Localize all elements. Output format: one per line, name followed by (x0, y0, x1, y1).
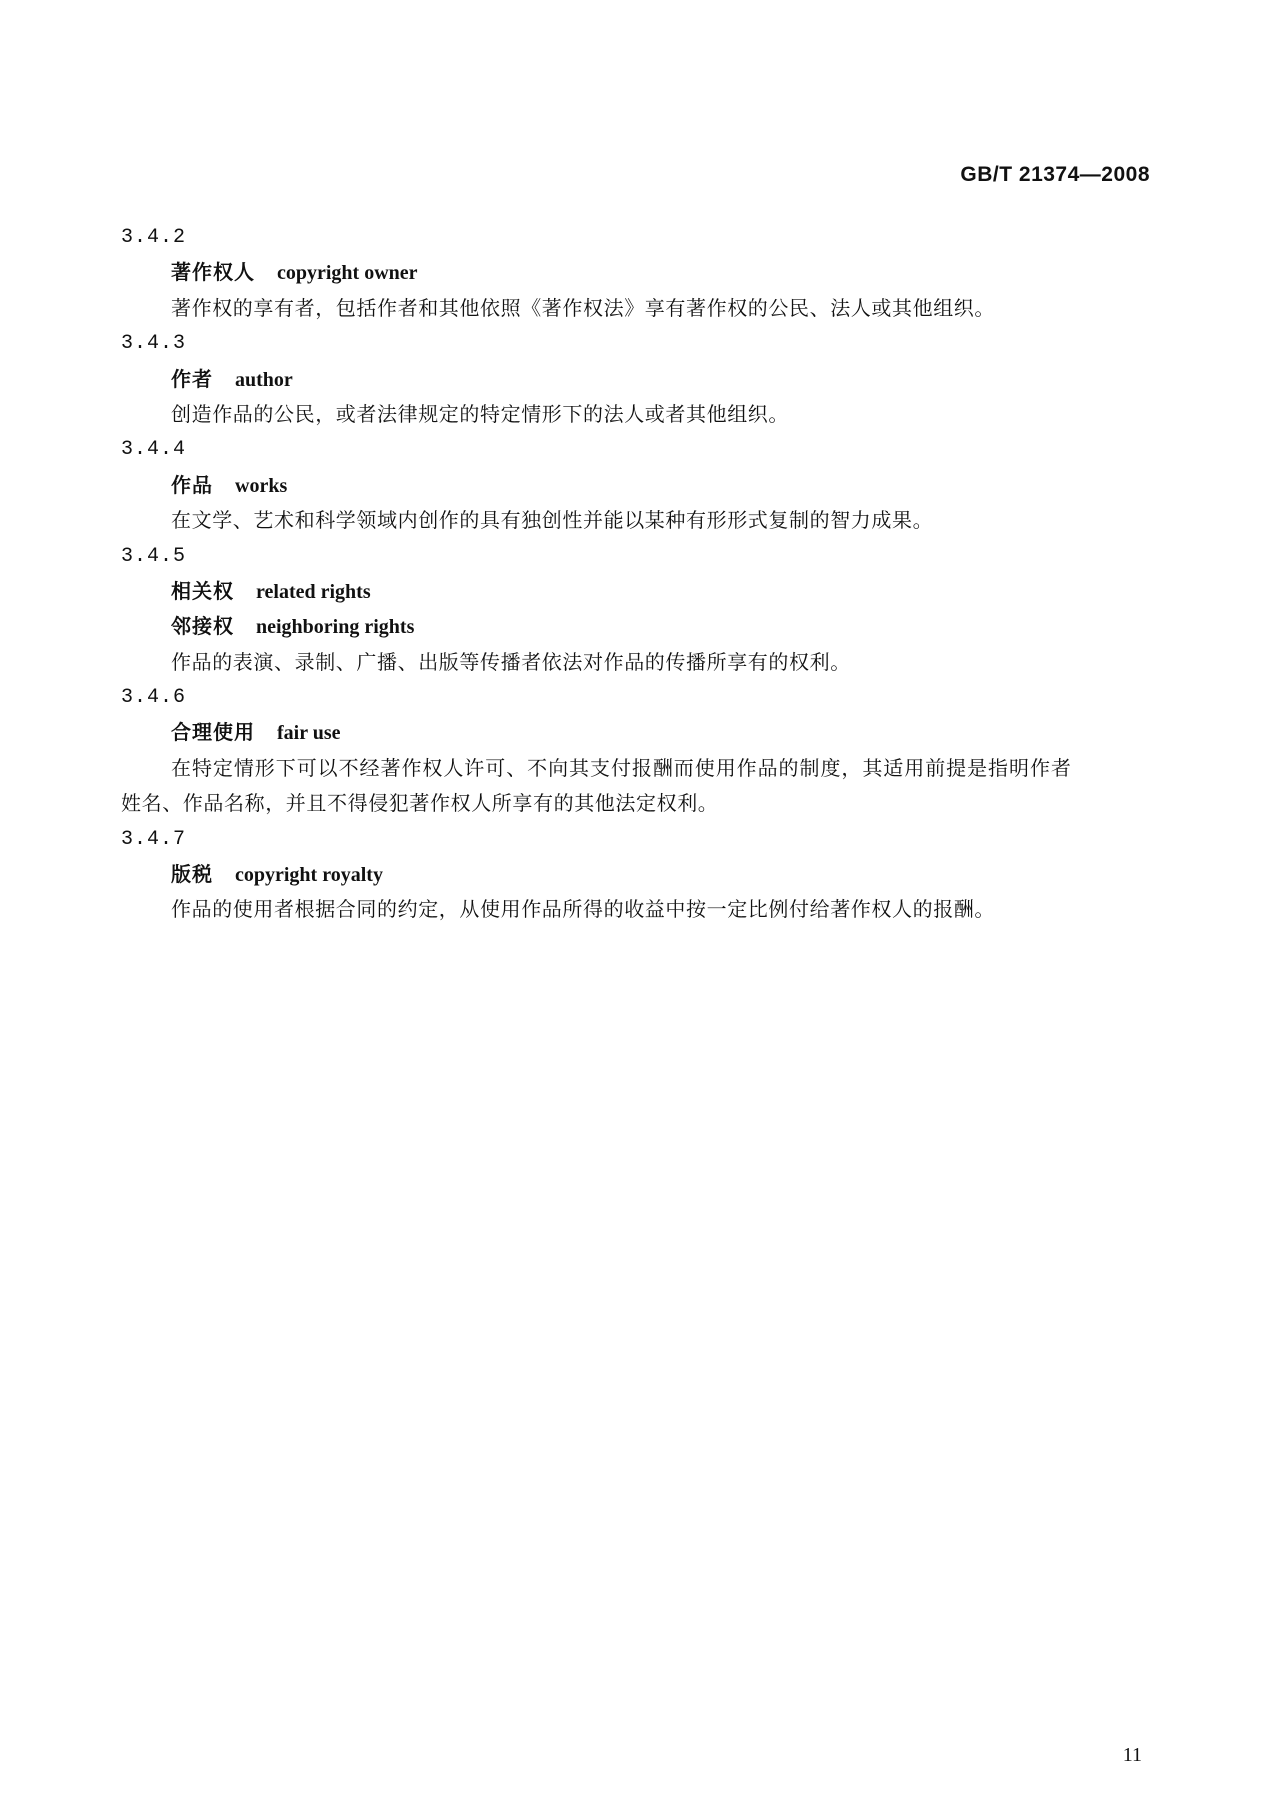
term-definition (121, 751, 1161, 822)
term-zh: 相关权 (171, 578, 234, 603)
term-zh: 版税 (171, 862, 213, 887)
term-definition: 著作权的享有者，包括作者和其他依照《著作权法》享有著作权的公民、法人或其他组织。 (171, 295, 995, 320)
term-definition: 创造作品的公民，或者法律规定的特定情形下的法人或者其他组织。 (171, 401, 789, 426)
clause-number: 3.4.2 (121, 226, 187, 249)
term-en: neighboring rights (256, 616, 415, 639)
term-en: related rights (256, 580, 371, 603)
term-heading-synonym (121, 609, 1161, 644)
term-en: copyright owner (277, 262, 418, 285)
term-zh: 合理使用 (171, 720, 255, 745)
term-zh: 作者 (171, 366, 213, 391)
term-zh: 著作权人 (171, 260, 255, 285)
term-en: works (235, 474, 288, 497)
definition-line: 在特定情形下可以不经著作权人许可、不向其支付报酬而使用作品的制度，其适用前提是指明作者 (171, 755, 1072, 780)
clause-number: 3.4.3 (121, 332, 187, 356)
term-heading (121, 468, 1161, 503)
term-en: copyright royalty (235, 864, 383, 887)
clause-number: 3.4.4 (121, 438, 187, 462)
term-heading (121, 362, 1161, 397)
term-zh: 作品 (171, 472, 213, 497)
clause-number: 3.4.5 (121, 544, 187, 568)
clause-number: 3.4.7 (121, 827, 187, 851)
term-zh: 邻接权 (171, 614, 234, 639)
term-definition: 作品的使用者根据合同的约定，从使用作品所得的收益中按一定比例付给著作权人的报酬。 (171, 897, 995, 922)
term-definition: 在文学、艺术和科学领域内创作的具有独创性并能以某种有形形式复制的智力成果。 (171, 508, 934, 533)
term-heading (121, 857, 1161, 892)
term-en: author (235, 368, 293, 391)
definition-line: 姓名、作品名称，并且不得侵犯著作权人所享有的其他法定权利。 (121, 791, 719, 816)
term-heading (121, 574, 1161, 609)
standard-code: GB/T 21374—2008 (960, 163, 1150, 186)
page-number: 11 (1122, 1744, 1142, 1766)
terms-section (121, 220, 1161, 928)
term-definition: 作品的表演、录制、广播、出版等传播者依法对作品的传播所享有的权利。 (171, 649, 851, 674)
term-en: fair use (277, 722, 341, 745)
clause-number: 3.4.6 (121, 686, 187, 710)
term-heading (121, 255, 1161, 290)
term-heading (121, 715, 1161, 750)
